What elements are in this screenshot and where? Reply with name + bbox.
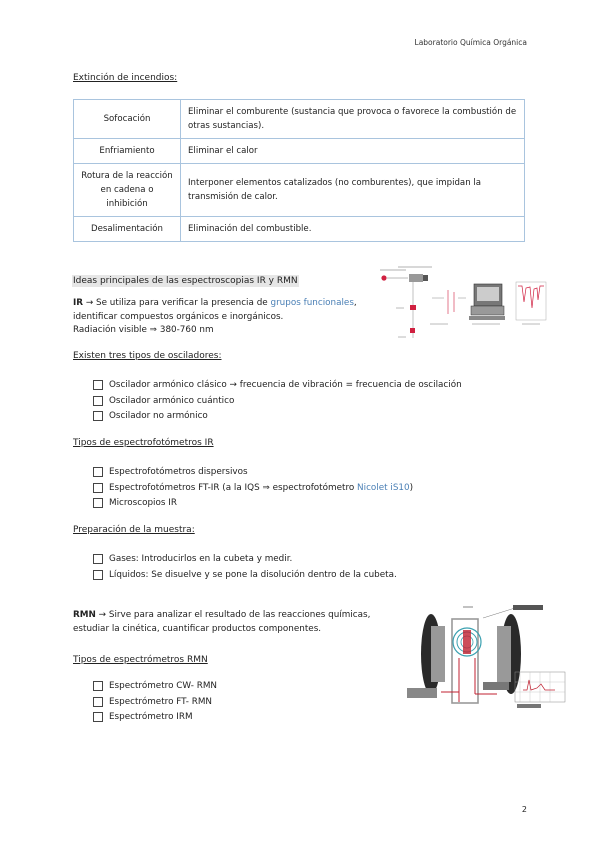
grupos-funcionales-link[interactable]: grupos funcionales xyxy=(270,298,354,308)
checklist-item[interactable] xyxy=(93,498,177,508)
ir-text: → Se utiliza para verificar la presencia de xyxy=(83,298,271,308)
extincion-table xyxy=(73,99,525,242)
checklist-label: Oscilador no armónico xyxy=(109,411,208,421)
section-heading-espectrofotometros: Tipos de espectrofotómetros IR xyxy=(73,438,214,448)
ir-line-2: identificar compuestos orgánicos e inorgánicos. xyxy=(73,311,284,322)
checklist-item[interactable] xyxy=(93,697,212,707)
checklist-label: Oscilador armónico cuántico xyxy=(109,396,235,406)
checklist-label: Espectrómetro FT- RMN xyxy=(109,697,212,707)
checkbox-icon[interactable] xyxy=(93,570,103,580)
rmn-line-2: estudiar la cinética, cuantificar productos componentes. xyxy=(73,623,322,634)
table-row xyxy=(74,139,525,164)
rmn-magnet-diagram xyxy=(405,602,575,718)
table-cell-desc: Eliminar el calor xyxy=(181,139,525,164)
page-header: Laboratorio Química Orgánica xyxy=(414,38,527,47)
checklist-item[interactable] xyxy=(93,380,462,390)
section-heading-ideas xyxy=(72,268,299,287)
ir-paragraph xyxy=(73,297,373,338)
checkbox-icon[interactable] xyxy=(93,681,103,691)
rmn-paragraph xyxy=(73,609,403,636)
checklist-label: Líquidos: Se disuelve y se pone la disolución dentro de la cubeta. xyxy=(109,570,397,580)
checklist-item[interactable] xyxy=(93,712,193,722)
ir-spectrometer-diagram xyxy=(372,262,547,344)
section-heading-espectrometros: Tipos de espectrómetros RMN xyxy=(73,655,208,665)
checklist-item[interactable] xyxy=(93,467,248,477)
section-heading-extincion: Extinción de incendios: xyxy=(73,73,178,83)
checkbox-icon[interactable] xyxy=(93,396,103,406)
table-cell-desc: Eliminar el comburente (sustancia que provoca o favorece la combustión de otras sustancias). xyxy=(181,100,525,139)
checklist-item[interactable] xyxy=(93,411,208,421)
checklist-label-text: Espectrofotómetros FT-IR (a la IQS ⇒ espectrofotómetro xyxy=(109,483,358,493)
ir-line-3: Radiación visible ⇒ 380-760 nm xyxy=(73,325,214,335)
checklist-label: Espectrómetro IRM xyxy=(109,712,193,722)
checklist-item[interactable] xyxy=(93,570,397,580)
checklist-label: Microscopios IR xyxy=(109,498,177,508)
table-cell-name: Desalimentación xyxy=(74,217,181,242)
table-cell-name: Enfriamiento xyxy=(74,139,181,164)
table-row xyxy=(74,164,525,217)
section-heading-osciladores: Existen tres tipos de osciladores: xyxy=(73,351,222,361)
checkbox-icon[interactable] xyxy=(93,467,103,477)
checklist-item[interactable] xyxy=(93,554,292,564)
page-number: 2 xyxy=(521,805,527,814)
table-cell-desc: Eliminación del combustible. xyxy=(181,217,525,242)
checkbox-icon[interactable] xyxy=(93,411,103,421)
checkbox-icon[interactable] xyxy=(93,697,103,707)
table-cell-name: Rotura de la reacción en cadena o inhibición xyxy=(74,164,181,217)
checklist-label-text: ) xyxy=(409,483,414,493)
checkbox-icon[interactable] xyxy=(93,712,103,722)
checkbox-icon[interactable] xyxy=(93,380,103,390)
table-cell-name: Sofocación xyxy=(74,100,181,139)
table-row xyxy=(74,217,525,242)
checkbox-icon[interactable] xyxy=(93,483,103,493)
checklist-label xyxy=(109,483,413,493)
checklist-label: Oscilador armónico clásico → frecuencia de vibración = frecuencia de oscilación xyxy=(109,380,462,390)
rmn-text: → Sirve para analizar el resultado de las reacciones químicas, xyxy=(95,610,371,620)
ir-bold-label: IR xyxy=(73,298,84,308)
checklist-label: Espectrómetro CW- RMN xyxy=(109,681,217,691)
table-cell-desc: Interponer elementos catalizados (no comburentes), que impidan la transmisión de calor. xyxy=(181,164,525,217)
ir-text-comma: , xyxy=(353,298,357,308)
section-heading-preparacion: Preparación de la muestra: xyxy=(73,525,195,535)
checklist-item[interactable] xyxy=(93,681,217,691)
rmn-bold-label: RMN xyxy=(73,610,96,620)
checklist-item[interactable] xyxy=(93,396,234,406)
checklist-item[interactable] xyxy=(93,483,413,493)
highlighted-heading: Ideas principales de las espectroscopias IR y RMN xyxy=(73,276,298,286)
checkbox-icon[interactable] xyxy=(93,498,103,508)
nicolet-link[interactable]: Nicolet iS10 xyxy=(357,483,410,493)
checklist-label: Espectrofotómetros dispersivos xyxy=(109,467,248,477)
checkbox-icon[interactable] xyxy=(93,554,103,564)
checklist-label: Gases: Introducirlos en la cubeta y medir. xyxy=(109,554,293,564)
table-row xyxy=(74,100,525,139)
